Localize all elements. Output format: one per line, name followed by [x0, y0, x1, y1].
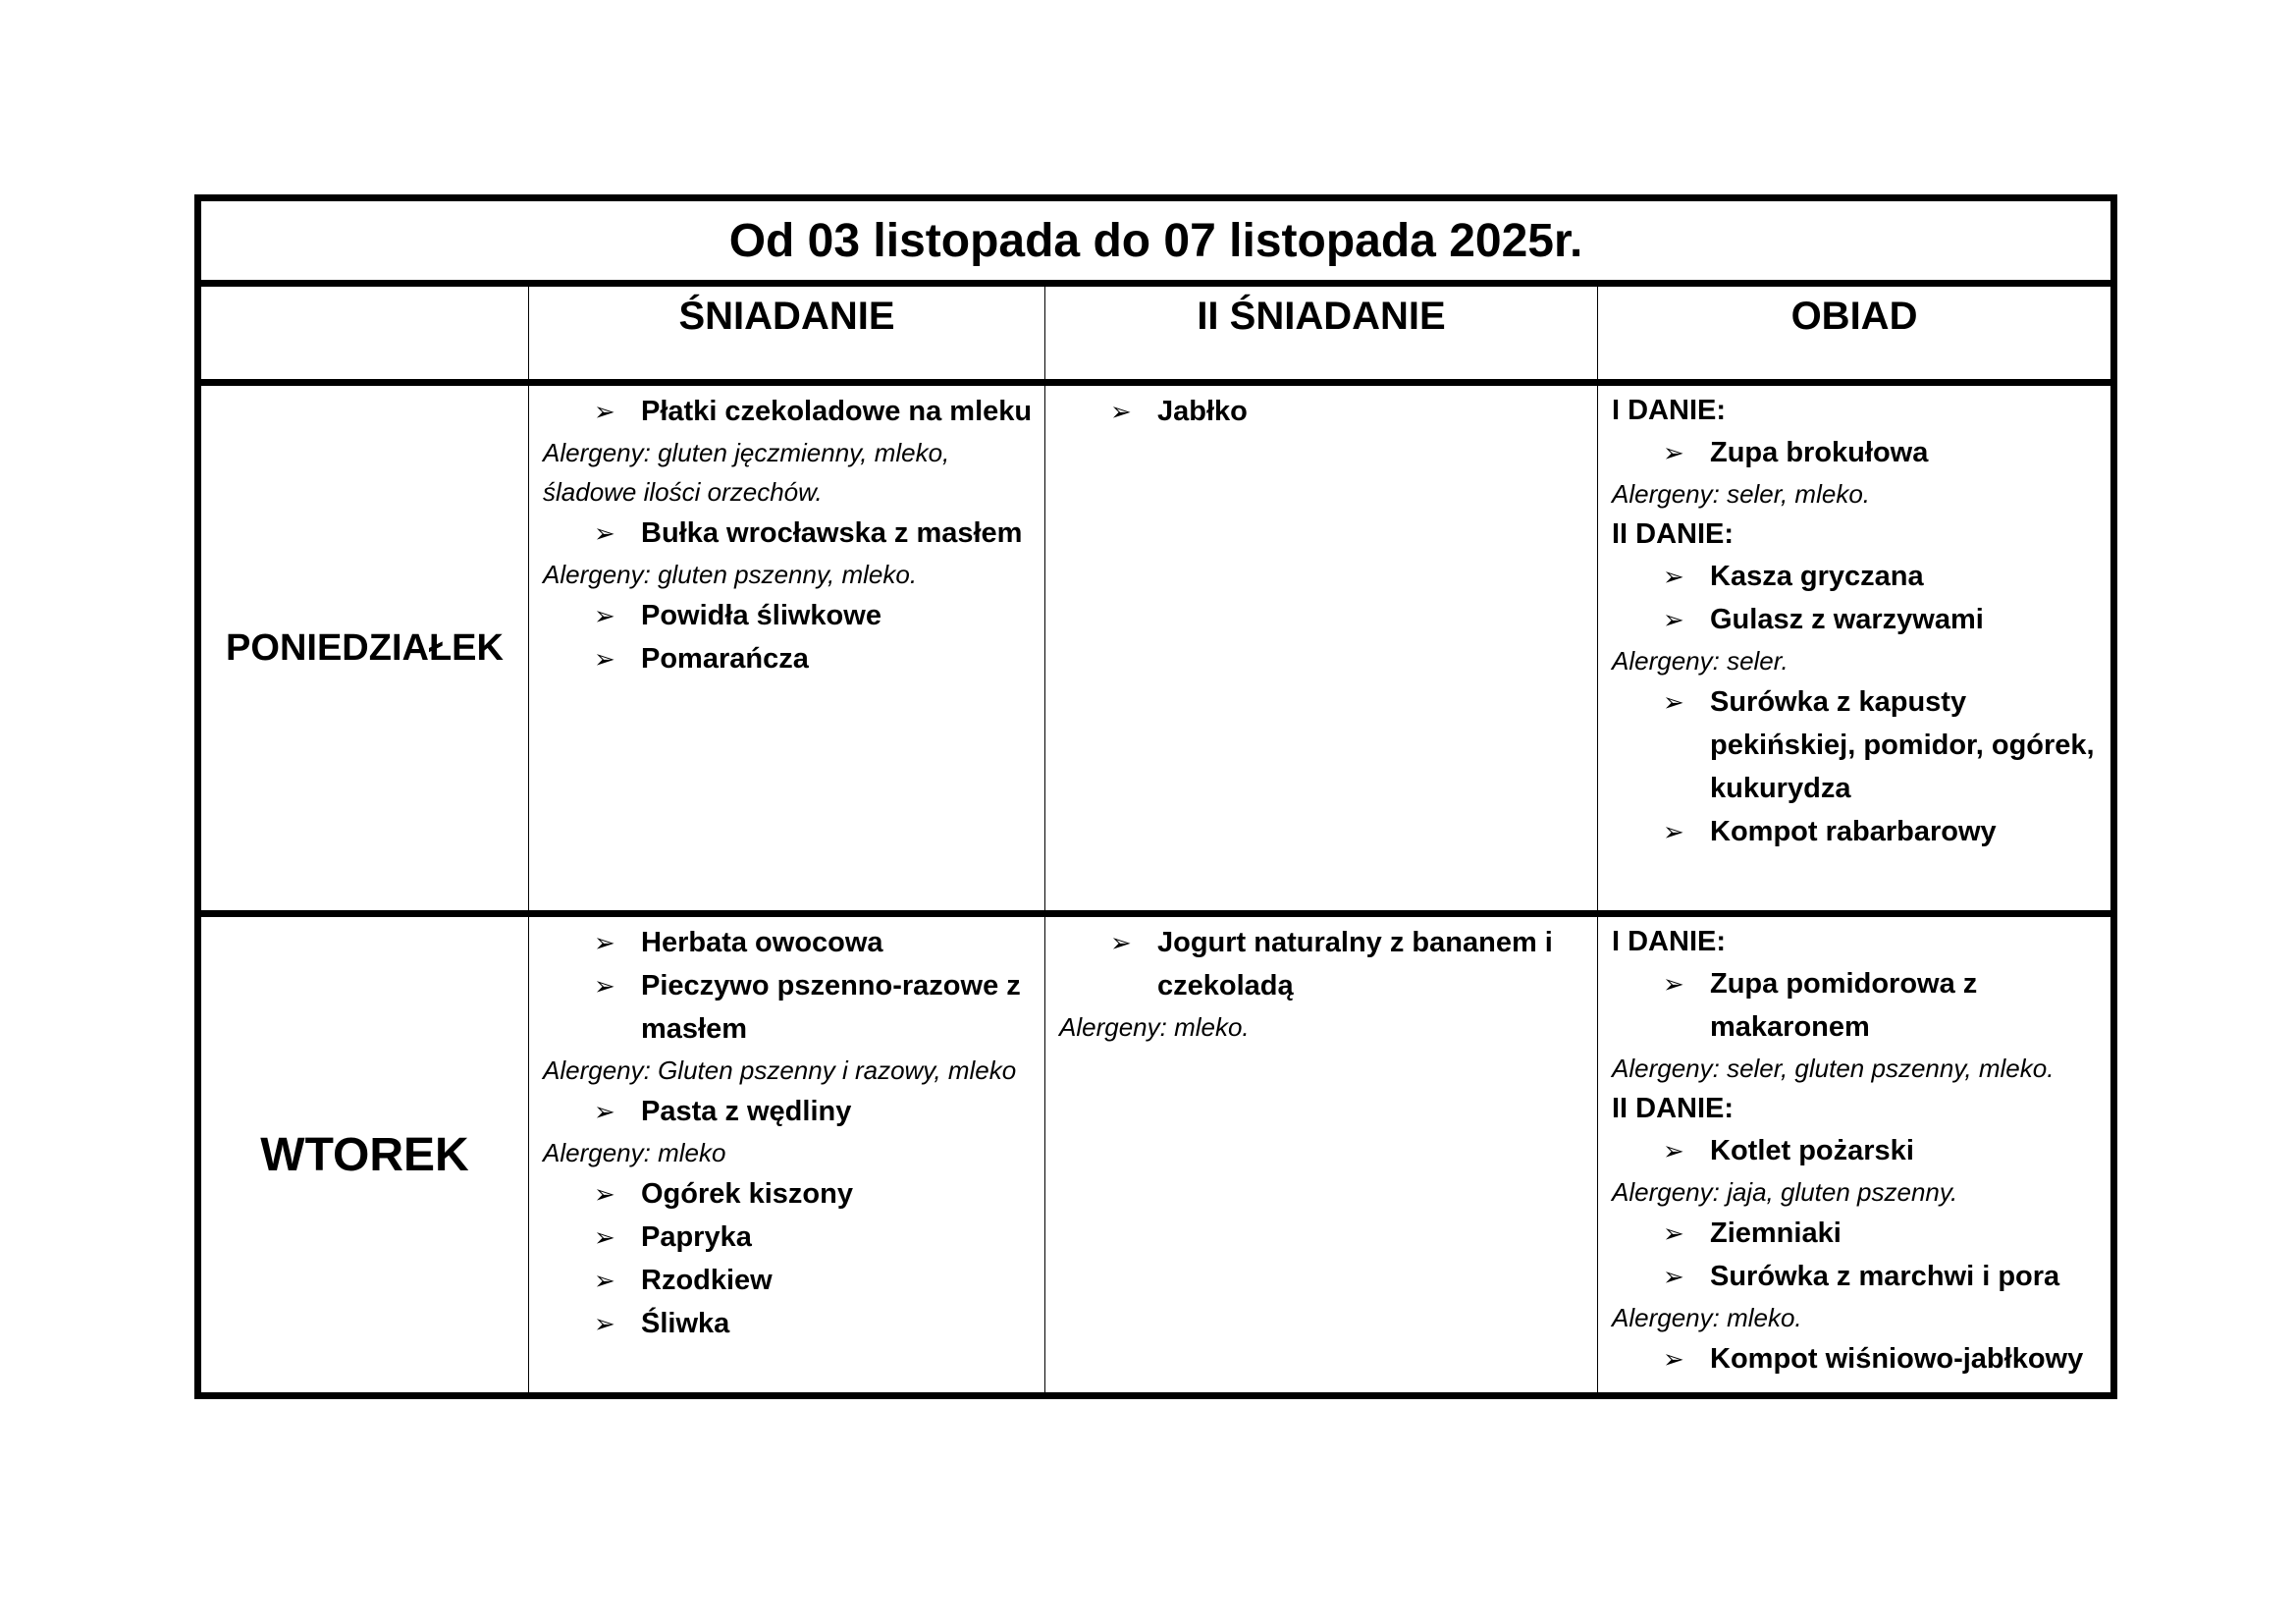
arrow-bullet-icon: ➢ [594, 1309, 615, 1338]
arrow-bullet-icon: ➢ [1663, 1262, 1684, 1291]
header-empty [198, 284, 529, 383]
menu-item: ➢ Surówka z kapusty pekińskiej, pomidor, ogórek, kukurydza [1612, 680, 2101, 810]
course-label: I DANIE: [1612, 926, 1726, 957]
arrow-bullet-icon: ➢ [1663, 1218, 1684, 1248]
arrow-bullet-icon: ➢ [594, 971, 615, 1001]
menu-item: ➢ Zupa brokułowa [1612, 431, 2101, 474]
menu-item: ➢ Herbata owocowa [543, 921, 1035, 964]
row-wtorek [198, 914, 2114, 1396]
arrow-bullet-icon: ➢ [1663, 1344, 1684, 1374]
allergen-note: Alergeny: seler, mleko. [1612, 479, 1871, 509]
menu-item: ➢ Gulasz z warzywami [1612, 598, 2101, 641]
allergen-note: Alergeny: gluten pszenny, mleko. [543, 560, 918, 589]
menu-item: ➢ Papryka [543, 1216, 1035, 1259]
menu-item: ➢ Kotlet pożarski [1612, 1129, 2101, 1172]
arrow-bullet-icon: ➢ [594, 1097, 615, 1126]
arrow-bullet-icon: ➢ [594, 1222, 615, 1252]
menu-item: ➢ Bułka wrocławska z masłem [543, 512, 1035, 555]
arrow-bullet-icon: ➢ [1663, 605, 1684, 634]
allergen-note: Alergeny: gluten jęczmienny, mleko, śladowe ilości orzechów. [543, 438, 950, 507]
menu-item: ➢ Kompot rabarbarowy [1612, 810, 2101, 853]
menu-item: ➢ Surówka z marchwi i pora [1612, 1255, 2101, 1298]
arrow-bullet-icon: ➢ [1663, 438, 1684, 467]
header-sniadanie: ŚNIADANIE [529, 284, 1045, 383]
header-ii-sniadanie: II ŚNIADANIE [1045, 284, 1598, 383]
course-label: II DANIE: [1612, 518, 1735, 550]
menu-item: ➢ Pasta z wędliny [543, 1090, 1035, 1133]
mon-breakfast-cell [529, 383, 1045, 914]
menu-title: Od 03 listopada do 07 listopada 2025r. [198, 198, 2114, 284]
menu-item: ➢ Zupa pomidorowa z makaronem [1612, 962, 2101, 1049]
arrow-bullet-icon: ➢ [594, 1179, 615, 1209]
menu-item: ➢ Rzodkiew [543, 1259, 1035, 1302]
allergen-note: Alergeny: Gluten pszenny i razowy, mleko [543, 1056, 1017, 1085]
mon-second-breakfast-cell [1045, 383, 1598, 914]
arrow-bullet-icon: ➢ [1663, 687, 1684, 717]
arrow-bullet-icon: ➢ [1663, 969, 1684, 999]
menu-item: ➢ Jabłko [1059, 390, 1587, 433]
arrow-bullet-icon: ➢ [594, 1266, 615, 1295]
tue-lunch-cell [1598, 914, 2114, 1396]
tue-second-breakfast-cell [1045, 914, 1598, 1396]
arrow-bullet-icon: ➢ [594, 644, 615, 674]
row-poniedzialek [198, 383, 2114, 914]
allergen-note: Alergeny: jaja, gluten pszenny. [1612, 1177, 1958, 1207]
arrow-bullet-icon: ➢ [594, 518, 615, 548]
day-poniedzialek: PONIEDZIAŁEK [198, 383, 529, 914]
menu-item: ➢ Płatki czekoladowe na mleku [543, 390, 1035, 433]
allergen-note: Alergeny: seler. [1612, 646, 1789, 676]
arrow-bullet-icon: ➢ [1110, 397, 1132, 426]
arrow-bullet-icon: ➢ [1663, 817, 1684, 846]
arrow-bullet-icon: ➢ [594, 928, 615, 957]
menu-item: ➢ Kasza gryczana [1612, 555, 2101, 598]
menu-item: ➢ Powidła śliwkowe [543, 594, 1035, 637]
allergen-note: Alergeny: mleko. [1059, 1012, 1250, 1042]
menu-item: ➢ Ziemniaki [1612, 1212, 2101, 1255]
tue-breakfast-cell [529, 914, 1045, 1396]
menu-item: ➢ Kompot wiśniowo-jabłkowy [1612, 1337, 2101, 1380]
menu-table [194, 194, 2117, 1399]
menu-item: ➢ Pomarańcza [543, 637, 1035, 680]
arrow-bullet-icon: ➢ [1110, 928, 1132, 957]
menu-item: ➢ Jogurt naturalny z bananem i czekoladą [1059, 921, 1587, 1007]
allergen-note: Alergeny: seler, gluten pszenny, mleko. [1612, 1054, 2055, 1083]
allergen-note: Alergeny: mleko [543, 1138, 726, 1167]
menu-item: ➢ Ogórek kiszony [543, 1172, 1035, 1216]
menu-item: ➢ Pieczywo pszenno-razowe z masłem [543, 964, 1035, 1051]
course-label: II DANIE: [1612, 1093, 1735, 1124]
day-wtorek: WTOREK [198, 914, 529, 1396]
allergen-note: Alergeny: mleko. [1612, 1303, 1802, 1332]
menu-item: ➢ Śliwka [543, 1302, 1035, 1345]
arrow-bullet-icon: ➢ [594, 397, 615, 426]
arrow-bullet-icon: ➢ [1663, 562, 1684, 591]
header-obiad: OBIAD [1598, 284, 2114, 383]
mon-lunch-cell [1598, 383, 2114, 914]
arrow-bullet-icon: ➢ [1663, 1136, 1684, 1165]
arrow-bullet-icon: ➢ [594, 601, 615, 630]
course-label: I DANIE: [1612, 395, 1726, 426]
